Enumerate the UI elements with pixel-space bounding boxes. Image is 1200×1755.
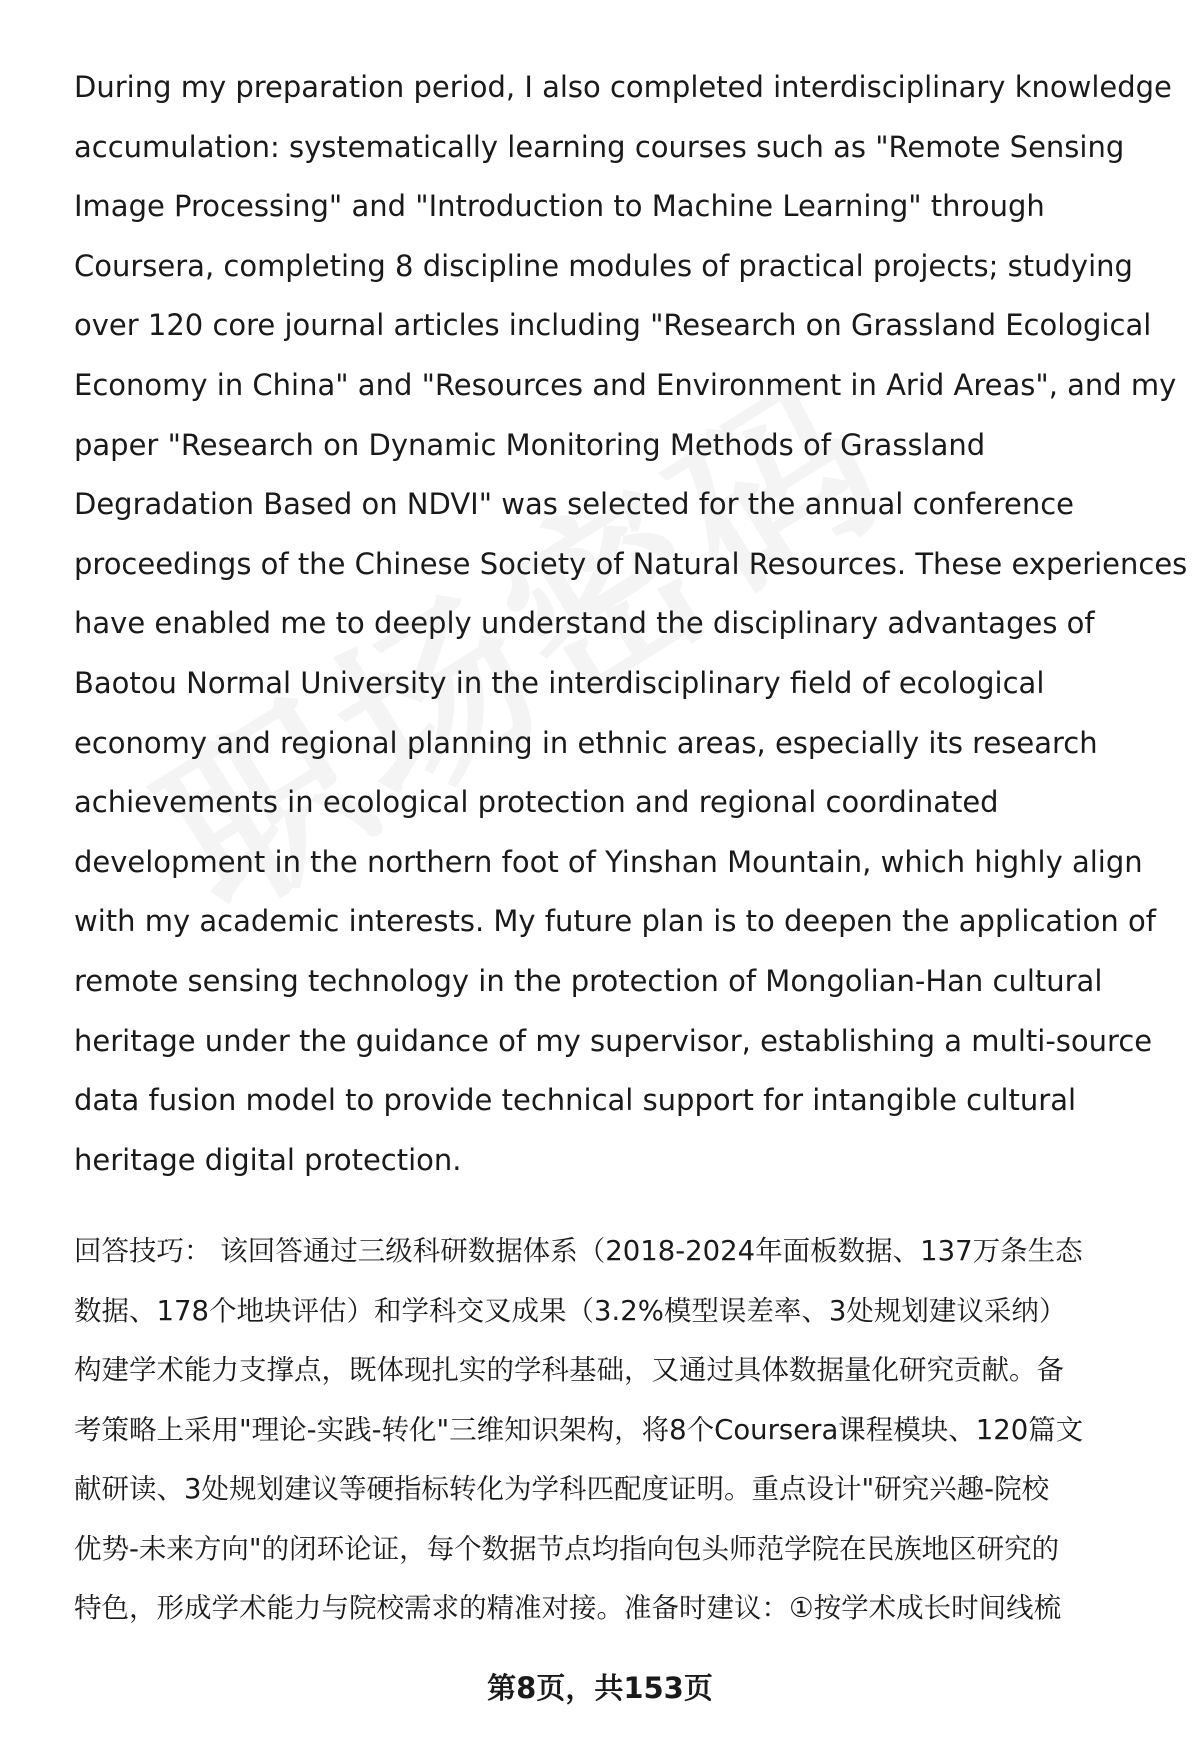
tips-line: 构建学术能力支撑点，既体现扎实的学科基础，又通过具体数据量化研究贡献。备 — [74, 1354, 1064, 1386]
page-number-footer: 第8页，共153页 — [487, 1671, 713, 1705]
tips-line: 特色，形成学术能力与院校需求的精准对接。准备时建议：①按学术成长时间线梳 — [74, 1592, 1062, 1624]
body-line: accumulation: systematically learning courses such as "Remote Sensing — [74, 129, 1125, 164]
body-line: development in the northern foot of Yinshan Mountain, which highly align — [74, 844, 1143, 879]
tips-line: 回答技巧： 该回答通过三级科研数据体系（2018-2024年面板数据、137万条生态 — [74, 1235, 1083, 1267]
body-line: achievements in ecological protection and regional coordinated — [74, 785, 999, 820]
body-line: Degradation Based on NDVI" was selected for the annual conference — [74, 487, 1074, 522]
tips-line: 献研读、3处规划建议等硬指标转化为学科匹配度证明。重点设计"研究兴趣-院校 — [74, 1473, 1050, 1505]
body-line: Coursera, completing 8 discipline modules of practical projects; studying — [74, 248, 1133, 283]
body-line: Image Processing" and "Introduction to Machine Learning" through — [74, 189, 1045, 224]
tips-line: 考策略上采用"理论-实践-转化"三维知识架构，将8个Coursera课程模块、120篇文 — [74, 1413, 1084, 1446]
body-line: have enabled me to deeply understand the disciplinary advantages of — [74, 606, 1095, 641]
body-line: paper "Research on Dynamic Monitoring Methods of Grassland — [74, 427, 986, 462]
tips-line: 数据、178个地块评估）和学科交叉成果（3.2%模型误差率、3处规划建议采纳） — [74, 1294, 1067, 1327]
body-line: heritage digital protection. — [74, 1142, 462, 1177]
answer-tips-paragraph — [74, 1222, 1164, 1639]
body-line: economy and regional planning in ethnic areas, especially its research — [74, 725, 1098, 760]
tips-line: 优势-未来方向"的闭环论证，每个数据节点均指向包头师范学院在民族地区研究的 — [74, 1532, 1060, 1565]
body-paragraph — [74, 58, 1188, 1190]
body-line: with my academic interests. My future plan is to deepen the application of — [74, 904, 1156, 939]
body-line: over 120 core journal articles including "Research on Grassland Ecological — [74, 308, 1152, 343]
body-line: data fusion model to provide technical support for intangible cultural — [74, 1083, 1077, 1118]
body-line: During my preparation period, I also completed interdisciplinary knowledge — [74, 70, 1172, 104]
body-line: proceedings of the Chinese Society of Natural Resources. These experiences — [74, 546, 1188, 581]
body-line: Baotou Normal University in the interdisciplinary field of ecological — [74, 665, 1045, 700]
body-line: Economy in China" and "Resources and Environment in Arid Areas", and my — [74, 367, 1177, 402]
body-line: heritage under the guidance of my supervisor, establishing a multi-source — [74, 1023, 1153, 1058]
body-line: remote sensing technology in the protection of Mongolian-Han cultural — [74, 963, 1103, 998]
